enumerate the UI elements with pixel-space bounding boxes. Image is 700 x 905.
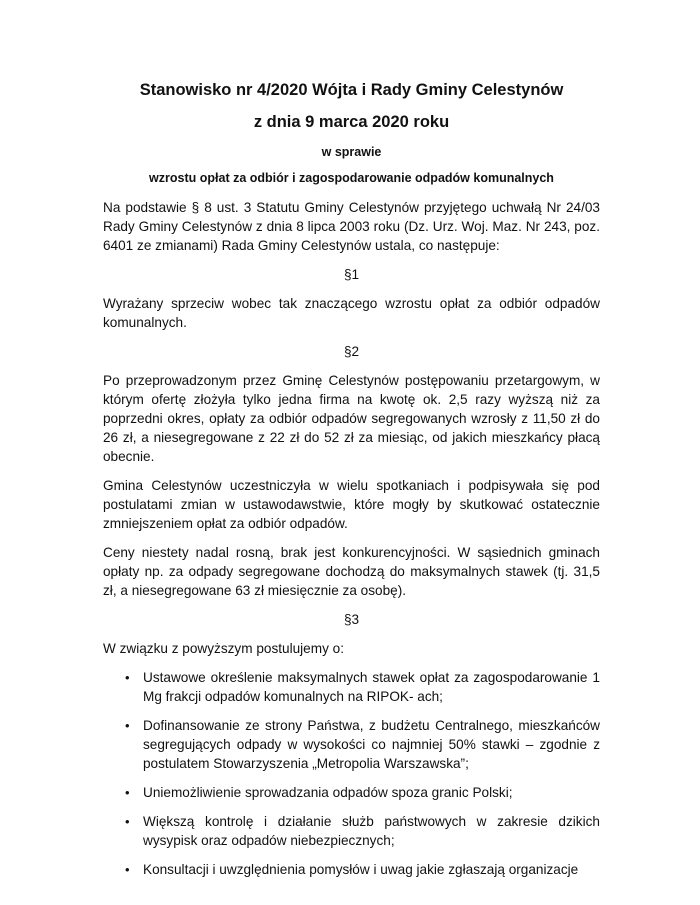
list-item: [103, 812, 600, 850]
subject-title: wzrostu opłat za odbiór i zagospodarowanie odpadów komunalnych: [149, 171, 554, 185]
section-2-paragraph-3: Ceny niestety nadal rosną, brak jest konkurencyjności. W sąsiednich gminach opłaty np. za odpady segregowane dochodzą do maksymalnych stawek (tj. 31,5 zł, a niesegregowane 63 zł miesięcznie za osobę).: [103, 545, 600, 598]
document-date: z dnia 9 marca 2020 roku: [253, 113, 450, 131]
legal-basis-paragraph: Na podstawie § 8 ust. 3 Statutu Gminy Celestynów przyjętego uchwałą Nr 24/03 Rady Gminy Celestynów z dnia 8 lipca 2003 roku (Dz. Urz. Woj. Maz. Nr 243, poz. 6401 ze zmianami) Rada Gminy Celestynów ustala, co następuje:: [103, 200, 600, 253]
section-1-heading: §1: [343, 267, 360, 282]
section-2-paragraph-2: Gmina Celestynów uczestniczyła w wielu spotkaniach i podpisywała się pod postulatami zmian w ustawodawstwie, które mogły by skutkować ostatecznie zmniejszeniem opłat za odbiór odpadów.: [103, 478, 600, 531]
list-item-text: Dofinansowanie ze strony Państwa, z budżetu Centralnego, mieszkańców segregujących odpady w wysokości co najmniej 50% stawki – zgodnie z postulatem Stowarzyszenia „Metropolia Warszawska”;: [143, 718, 600, 771]
bullet-icon: •: [125, 814, 130, 829]
bullet-icon: •: [125, 670, 130, 685]
section-3-heading: §3: [343, 612, 360, 627]
section-1-text: Wyrażany sprzeciw wobec tak znaczącego wzrostu opłat za odbiór odpadów komunalnych.: [103, 296, 600, 330]
section-3-lead: W związku z powyższym postulujemy o:: [103, 641, 344, 656]
bullet-icon: •: [125, 785, 130, 800]
list-item-text: Większą kontrolę i działanie służb państwowych w zakresie dzikich wysypisk oraz odpadów niebezpiecznych;: [143, 814, 600, 848]
list-item: [103, 668, 600, 706]
list-item: [103, 860, 600, 879]
postulates-list: [103, 668, 600, 879]
list-item-text: Konsultacji i uwzględnienia pomysłów i uwag jakie zgłaszają organizacje: [143, 862, 579, 877]
list-item: [103, 783, 600, 802]
bullet-icon: •: [125, 718, 130, 733]
list-item-text: Ustawowe określenie maksymalnych stawek opłat za zagospodarowanie 1 Mg frakcji odpadów komunalnych na RIPOK- ach;: [143, 670, 600, 704]
section-2-heading: §2: [343, 344, 360, 359]
list-item: [103, 716, 600, 773]
document-title: Stanowisko nr 4/2020 Wójta i Rady Gminy Celestynów: [139, 81, 564, 99]
list-item-text: Uniemożliwienie sprowadzania odpadów spoza granic Polski;: [143, 785, 513, 800]
subject-intro: w sprawie: [321, 145, 382, 159]
section-2-paragraph-1: Po przeprowadzonym przez Gminę Celestynów postępowaniu przetargowym, w którym ofertę złożyła tylko jedna firma na kwotę ok. 2,5 razy wyższą niż za poprzedni okres, opłaty za odbiór odpadów segregowanych wzrosły z 11,50 zł do 26 zł, a niesegregowane z 22 zł do 52 zł za miesiąc, od jakich mieszkańcy płacą obecnie.: [103, 373, 600, 464]
bullet-icon: •: [125, 862, 130, 877]
